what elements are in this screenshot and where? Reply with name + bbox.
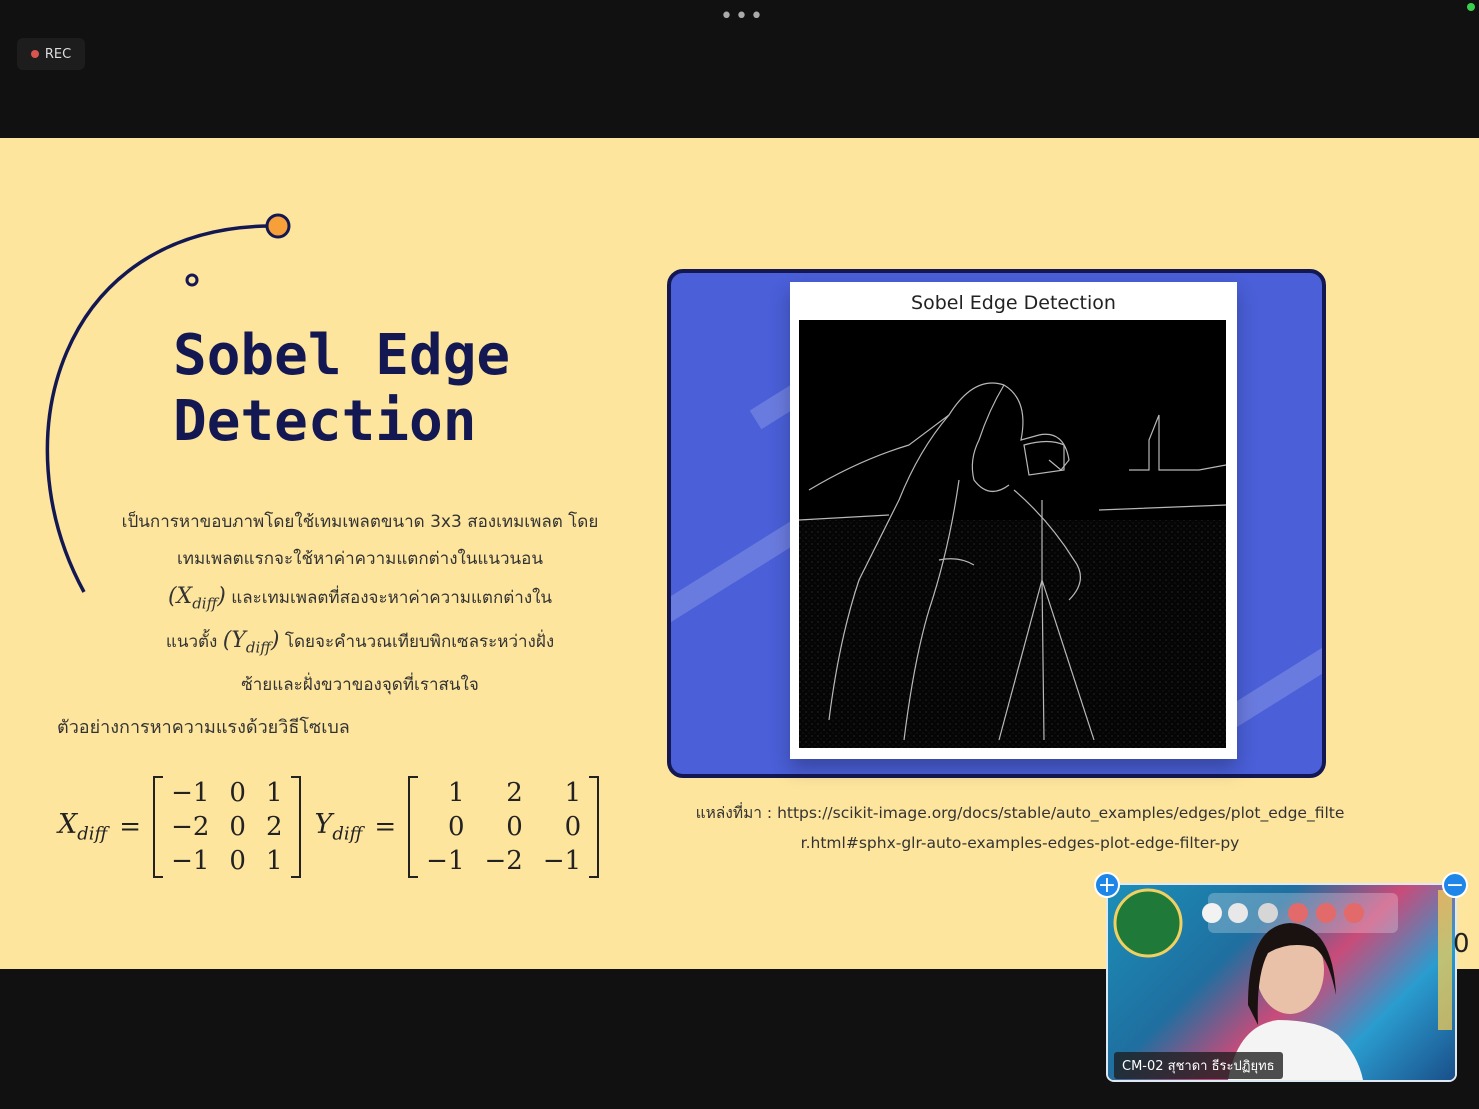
y-diff-matrix (408, 776, 599, 878)
participant-video-tile[interactable] (1108, 885, 1455, 1080)
rec-dot-icon (31, 50, 39, 58)
edge-image-card (790, 282, 1237, 759)
matrix-cell: 2 (265, 812, 283, 842)
matrix-cell: −1 (171, 846, 210, 876)
matrix-cell: −2 (484, 846, 523, 876)
desc-line-2: เทมเพลตแรกจะใช้หาค่าความแตกต่างในแนวนอน (176, 549, 544, 569)
recording-indicator[interactable] (17, 38, 85, 70)
matrix-cell: 0 (229, 778, 246, 808)
matrix-cell: 1 (265, 778, 283, 808)
slide-title (173, 323, 593, 455)
matrix-cell: 0 (447, 812, 465, 842)
matrix-cell: 0 (229, 812, 246, 842)
matrix-cell: 0 (506, 812, 523, 842)
desc-line-5: ซ้ายและฝั่งขวาของจุดที่เราสนใจ (241, 674, 479, 695)
more-options-icon[interactable]: ••• (720, 4, 765, 29)
desc-line-4a: แนวตั้ง (165, 632, 223, 653)
plus-icon[interactable]: + (1094, 872, 1120, 898)
equals-sign: = (374, 812, 397, 842)
matrix-cell: −1 (542, 846, 582, 876)
y-diff-inline: $(Y_{diff})$ (222, 628, 280, 657)
desc-line-4b: โดยจะคำนวณเทียบพิกเซลระหว่างฝั่ง (279, 632, 555, 653)
matrix-cell: 1 (564, 778, 582, 808)
participant-video-frame (1108, 885, 1455, 1080)
x-diff-inline: $(X_{diff})$ (167, 584, 226, 613)
edge-detection-image (799, 320, 1226, 748)
participant-name-tag: CM-02 สุชาดา ธีระปฏิยุทธ (1114, 1052, 1283, 1079)
matrix-cell: 2 (506, 778, 523, 808)
matrix-cell: 0 (564, 812, 582, 842)
example-label: ตัวอย่างการหาความแรงด้วยวิธีโซเบล (57, 717, 350, 738)
matrix-cell: 1 (447, 778, 465, 808)
source-line-2[interactable]: r.html#sphx-glr-auto-examples-edges-plot-edge-filter-py (800, 834, 1240, 852)
title-line-1: Sobel Edge (173, 323, 511, 388)
matrix-cell: 0 (229, 846, 246, 876)
shared-slide (0, 138, 1479, 969)
equals-sign: = (119, 812, 142, 842)
x-diff-matrix (153, 776, 300, 878)
source-citation (690, 798, 1350, 858)
desc-line-3: และเทมเพลตที่สองจะหาค่าความแตกต่างใน (225, 588, 553, 608)
status-dot-icon (1467, 3, 1475, 11)
sobel-matrices (58, 776, 599, 878)
description-text (100, 504, 620, 704)
image-title: Sobel Edge Detection (911, 292, 1116, 314)
minus-icon[interactable]: − (1442, 872, 1468, 898)
matrix-cell: −1 (426, 846, 465, 876)
rec-label: REC (44, 46, 72, 62)
desc-line-1: เป็นการหาขอบภาพโดยใช้เทมเพลตขนาด 3x3 สองเทมเพลต โดย (121, 512, 599, 532)
matrix-cell: −2 (171, 812, 210, 842)
x-diff-label: $X_{diff}$ (58, 809, 108, 845)
y-diff-label: $Y_{diff}$ (314, 809, 363, 845)
title-line-2: Detection (173, 389, 477, 454)
slide-edge-glyph: 0 (1453, 929, 1470, 959)
source-line-1[interactable]: แหล่งที่มา : https://scikit-image.org/docs/stable/auto_examples/edges/plot_edge_filte (695, 804, 1345, 822)
meeting-top-bar (0, 0, 1479, 138)
matrix-cell: −1 (171, 778, 210, 808)
matrix-cell: 1 (265, 846, 283, 876)
